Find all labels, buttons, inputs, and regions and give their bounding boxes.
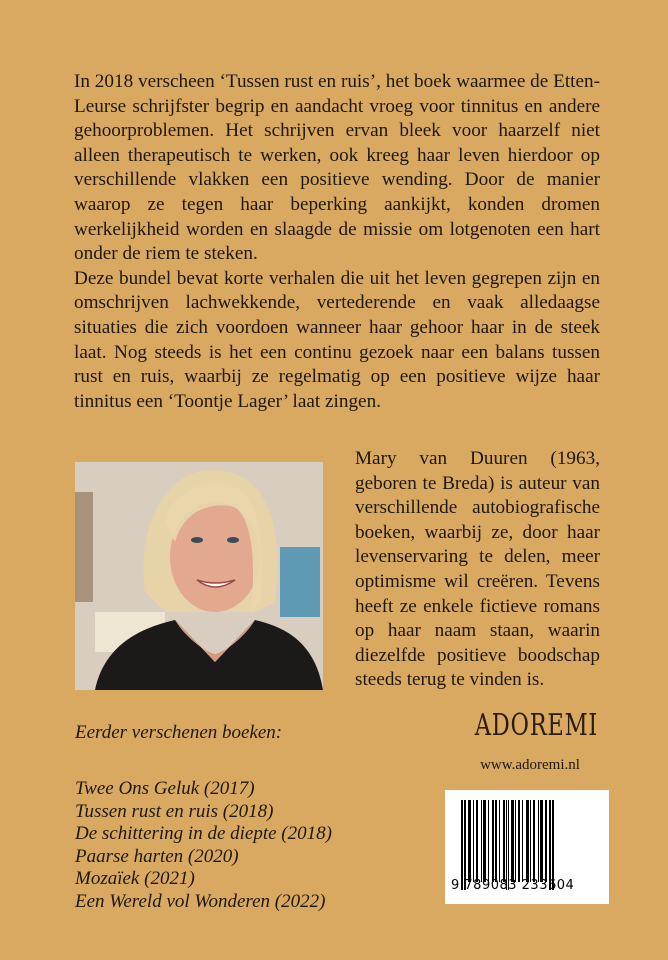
author-bio: Mary van Duuren (1963, geboren te Breda) is auteur van verschillende autobiografische boeken, waarbij ze, door haar levenservaring te delen, meer optimisme wil creëren. Tevens heeft ze enkele fictieve romans op haar naam staan, waarin diezelfde positieve boodschap steeds terug te vinden is. xyxy=(355,448,600,691)
previous-books-list xyxy=(75,778,332,913)
blurb-paragraph-2: Deze bundel bevat korte verhalen die uit het leven gegrepen zijn en omschrijven lachwekkende, vertederende en vaak alledaagse situaties die zich voordoen wanneer haar gehoor haar in de steek laat. Nog steeds is het een continu gezoek naar een balans tussen rust en ruis, waarbij ze regelmatig op een positieve wijze haar tinnitus een ‘Toontje Lager’ laat zingen. xyxy=(74,267,600,412)
list-item: De schittering in de diepte (2018) xyxy=(75,823,332,844)
isbn-number: 9 789083 233604 xyxy=(451,878,575,893)
blurb-paragraph-1: In 2018 verscheen ‘Tussen rust en ruis’, het boek waarmee de Etten-Leurse schrijfster begrip en aandacht vroeg voor tinnitus en andere gehoorproblemen. Het schrijven ervan bleek voor haarzelf niet alleen therapeutisch te werken, ook kreeg haar leven hierdoor op verschillende vlakken een positieve wending. Door de manier waarop ze tegen haar beperking aankijkt, konden dromen werkelijkheid worden en slaagde de missie om lotgenoten een hart onder de riem te steken. xyxy=(74,71,600,265)
list-item: Paarse harten (2020) xyxy=(75,845,239,867)
list-item: Twee Ons Geluk (2017) xyxy=(75,778,255,799)
list-item: Een Wereld vol Wonderen (2022) xyxy=(75,890,326,912)
blurb-text xyxy=(74,70,600,414)
list-item: Tussen rust en ruis (2018) xyxy=(75,800,274,822)
previous-books-heading: Eerder verschenen boeken: xyxy=(75,722,283,743)
barcode-bars-icon xyxy=(461,800,585,890)
publisher-logo: ADOREMI xyxy=(474,708,599,743)
isbn-barcode xyxy=(445,790,609,904)
list-item: Mozaïek (2021) xyxy=(75,868,195,889)
publisher-url: www.adoremi.nl xyxy=(480,757,580,773)
author-photo xyxy=(75,462,323,690)
